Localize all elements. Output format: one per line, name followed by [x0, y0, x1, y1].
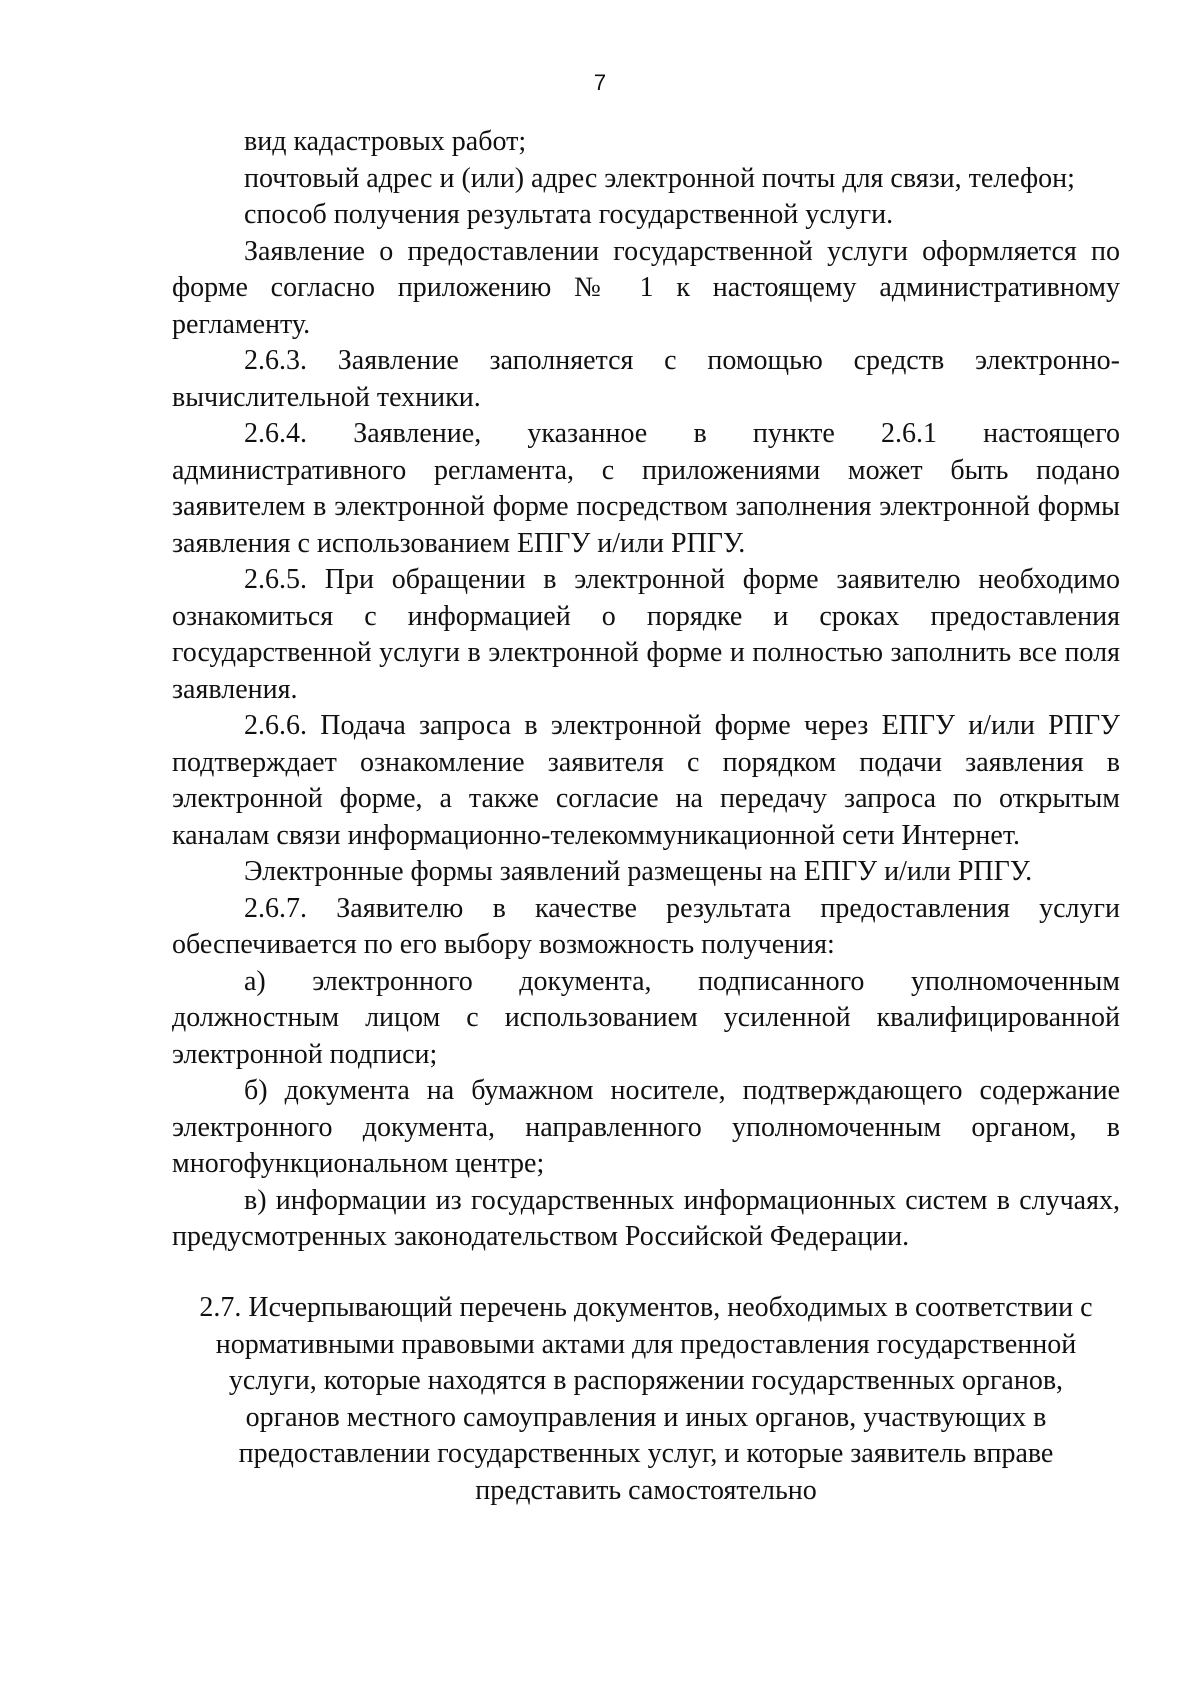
list-item-a: а) электронного документа, подписанного уполномоченным должностным лицом с использованием усиленной квалифицированной электронной подписи;: [172, 965, 1120, 1070]
paragraph-electronic-forms: Электронные формы заявлений размещены на ЕПГУ и/или РПГУ.: [244, 856, 1033, 887]
heading-line: 2.7. Исчерпывающий перечень документов, необходимых в соответствии с: [199, 1292, 1093, 1323]
page-number: 7: [593, 70, 607, 95]
paragraph-result-method: способ получения результата государственной услуги.: [244, 199, 894, 230]
section-heading-2-7: [172, 1290, 1120, 1509]
paragraph-2-6-5: 2.6.5. При обращении в электронной форме заявителю необходимо ознакомиться с информацией о порядке и сроках предоставления государственной услуги в электронной форме и полностью заполнить все поля заявления.: [172, 564, 1120, 705]
heading-line: услуги, которые находятся в распоряжении государственных органов,: [228, 1365, 1064, 1396]
heading-line: представить самостоятельно: [475, 1474, 817, 1506]
document-body: [172, 124, 1120, 1256]
heading-line: органов местного самоуправления и иных органов, участвующих в: [245, 1401, 1047, 1433]
paragraph-2-6-4: 2.6.4. Заявление, указанное в пункте 2.6.1 настоящего административного регламента, с приложениями может быть подано заявителем в электронной форме посредством заполнения электронной формы заявления с использованием ЕПГУ и/или РПГУ.: [172, 418, 1120, 559]
paragraph-application-form: Заявление о предоставлении государственной услуги оформляется по форме согласно приложению № 1 к настоящему административному регламенту.: [172, 235, 1120, 340]
paragraph-2-6-3: 2.6.3. Заявление заполняется с помощью средств электронно-вычислительной техники.: [172, 345, 1120, 413]
list-item-v: в) информации из государственных информационных систем в случаях, предусмотренных законодательством Российской Федерации.: [172, 1184, 1120, 1252]
paragraph-contact-address: почтовый адрес и (или) адрес электронной почты для связи, телефон;: [244, 162, 1075, 194]
paragraph-2-6-7: 2.6.7. Заявителю в качестве результата предоставления услуги обеспечивается по его выбору возможность получения:: [172, 892, 1120, 960]
paragraph-2-6-6: 2.6.6. Подача запроса в электронной форме через ЕПГУ и/или РПГУ подтверждает ознакомление заявителя с порядком подачи заявления в электронной форме, а также согласие на передачу запроса по открытым каналам связи информационно-телекоммуникационной сети Интернет.: [172, 710, 1120, 851]
heading-line: предоставлении государственных услуг, и которые заявитель вправе: [238, 1438, 1054, 1469]
list-item-b: б) документа на бумажном носителе, подтверждающего содержание электронного документа, направленного уполномоченным органом, в многофункциональном центре;: [172, 1075, 1120, 1179]
paragraph-cadastral-work-type: вид кадастровых работ;: [244, 126, 527, 157]
heading-line: нормативными правовыми актами для предоставления государственной: [215, 1328, 1077, 1360]
